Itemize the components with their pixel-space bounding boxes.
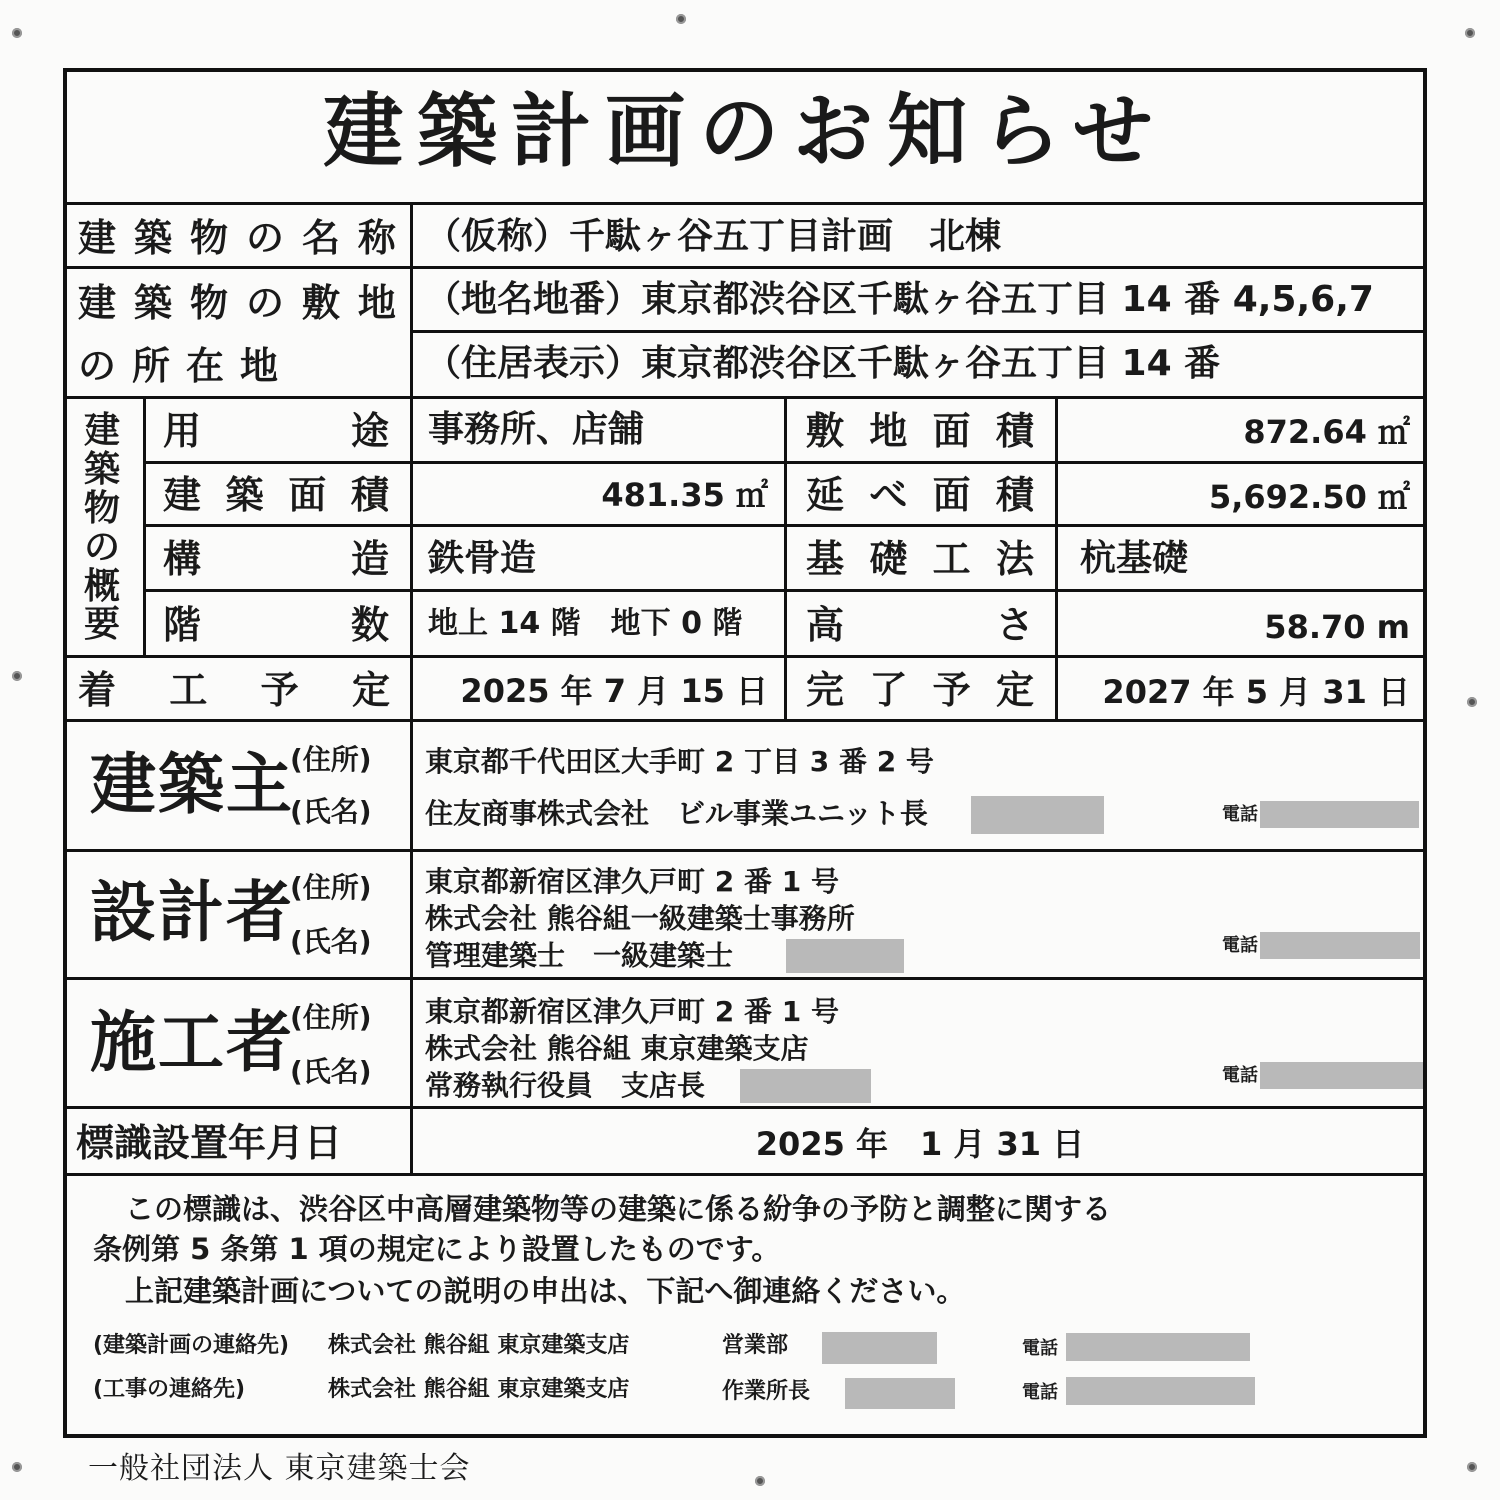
overview-group-label: 建築物の概要 xyxy=(83,410,120,646)
site-label-2: の所在地 xyxy=(78,344,295,388)
designer-title: 管理建築士 一級建築士 xyxy=(425,939,734,972)
builder-company: 株式会社 熊谷組 東京建築支店 xyxy=(425,1032,809,1065)
owner-tel-label: 電話 xyxy=(1222,804,1258,825)
builder-name-tag: (氏名) xyxy=(290,1055,372,1088)
start-label: 着 工 予 定 xyxy=(78,668,390,712)
designer-tel-label: 電話 xyxy=(1222,935,1258,956)
rule xyxy=(63,655,1427,658)
screw xyxy=(676,14,686,24)
rule xyxy=(143,396,146,655)
posted-label: 標識設置年月日 xyxy=(76,1121,343,1165)
notice-line-2: 条例第 5 条第 1 項の規定により設置したものです。 xyxy=(93,1232,781,1266)
owner-name: 住友商事株式会社 ビル事業ユニット長 xyxy=(425,797,928,830)
redacted-block xyxy=(1260,1062,1423,1089)
designer-address-tag: (住所) xyxy=(290,871,372,904)
overview-label-left: 用 途 xyxy=(163,409,389,453)
redacted-block xyxy=(1066,1333,1250,1361)
overview-value-right: 杭基礎 xyxy=(1080,538,1189,579)
owner-address-tag: (住所) xyxy=(290,743,372,776)
contact-type: (建築計画の連絡先) xyxy=(93,1333,290,1358)
designer-role: 設計者 xyxy=(90,874,294,951)
notice-line-3: 上記建築計画についての説明の申出は、下記へ御連絡ください。 xyxy=(125,1274,966,1308)
overview-value-right: 872.64 ㎡ xyxy=(1243,413,1410,451)
overview-label-left: 建 築 面 積 xyxy=(163,473,389,517)
owner-address: 東京都千代田区大手町 2 丁目 3 番 2 号 xyxy=(425,745,934,778)
page-title: 建築計画のお知らせ xyxy=(323,85,1167,178)
overview-value-right: 58.70 m xyxy=(1264,608,1410,646)
rule xyxy=(63,719,1427,722)
overview-label-left: 階 数 xyxy=(163,603,389,647)
overview-label-right: 基 礎 工 法 xyxy=(806,537,1034,581)
designer-company: 株式会社 熊谷組一級建築士事務所 xyxy=(425,902,855,935)
overview-label-left: 構 造 xyxy=(163,537,389,581)
builder-role: 施工者 xyxy=(90,1004,294,1081)
designer-address: 東京都新宿区津久戸町 2 番 1 号 xyxy=(425,865,839,898)
overview-value-left: 地上 14 階 地下 0 階 xyxy=(428,606,743,641)
overview-value-right: 5,692.50 ㎡ xyxy=(1208,478,1410,516)
posted-date: 2025 年 1 月 31 日 xyxy=(755,1125,1085,1163)
rule xyxy=(63,977,1427,980)
start-date: 2025 年 7 月 15 日 xyxy=(460,672,768,710)
contact-company: 株式会社 熊谷組 東京建築支店 xyxy=(328,1333,630,1358)
contact-tel-label: 電話 xyxy=(1022,1338,1058,1359)
rule xyxy=(63,849,1427,852)
association-name: 一般社団法人 東京建築士会 xyxy=(88,1451,471,1486)
overview-value-left: 481.35 ㎡ xyxy=(601,476,768,514)
rule xyxy=(63,1106,1427,1109)
screw xyxy=(755,1476,765,1486)
builder-address-tag: (住所) xyxy=(290,1001,372,1034)
end-date: 2027 年 5 月 31 日 xyxy=(1102,673,1410,711)
redacted-block xyxy=(1260,932,1420,959)
rule xyxy=(63,202,1427,205)
rule xyxy=(413,330,1427,333)
screw xyxy=(1467,697,1477,707)
contact-dept: 作業所長 xyxy=(722,1379,811,1404)
contact-tel-label: 電話 xyxy=(1022,1382,1058,1403)
contact-company: 株式会社 熊谷組 東京建築支店 xyxy=(328,1377,630,1402)
rule xyxy=(410,202,413,1173)
rule xyxy=(63,396,1427,399)
screw xyxy=(1465,28,1475,38)
screw xyxy=(12,1462,22,1472)
builder-title: 常務執行役員 支店長 xyxy=(425,1069,706,1102)
screw xyxy=(1467,1462,1477,1472)
rule xyxy=(784,396,787,719)
redacted-block xyxy=(822,1332,937,1364)
redacted-block xyxy=(740,1069,871,1103)
building-name: （仮称）千駄ヶ谷五丁目計画 北棟 xyxy=(425,216,1002,257)
redacted-block xyxy=(786,939,904,973)
site-jukyo: （住居表示）東京都渋谷区千駄ヶ谷五丁目 14 番 xyxy=(425,343,1221,384)
contact-type: (工事の連絡先) xyxy=(93,1377,246,1402)
redacted-block xyxy=(1066,1377,1255,1405)
site-label-1: 建 築 物 の 敷 地 xyxy=(78,281,396,325)
designer-name-tag: (氏名) xyxy=(290,925,372,958)
notice-line-1: この標識は、渋谷区中高層建築物等の建築に係る紛争の予防と調整に関する xyxy=(125,1192,1112,1226)
screw xyxy=(12,28,22,38)
rule xyxy=(63,266,1427,269)
builder-address: 東京都新宿区津久戸町 2 番 1 号 xyxy=(425,995,839,1028)
redacted-block xyxy=(845,1378,955,1409)
overview-value-left: 事務所、店舗 xyxy=(428,409,645,450)
owner-role: 建築主 xyxy=(90,746,294,823)
rule xyxy=(63,1173,1427,1176)
overview-label-right: 高 さ xyxy=(806,603,1034,647)
redacted-block xyxy=(971,796,1104,834)
overview-label-right: 延 べ 面 積 xyxy=(806,473,1034,517)
end-label: 完 了 予 定 xyxy=(806,668,1034,712)
owner-name-tag: (氏名) xyxy=(290,795,372,828)
builder-tel-label: 電話 xyxy=(1222,1065,1258,1086)
site-chiban: （地名地番）東京都渋谷区千駄ヶ谷五丁目 14 番 4,5,6,7 xyxy=(425,279,1374,320)
rule xyxy=(1055,396,1058,719)
overview-value-left: 鉄骨造 xyxy=(428,538,537,579)
overview-label-right: 敷 地 面 積 xyxy=(806,409,1034,453)
name-label: 建 築 物 の 名 称 xyxy=(78,216,396,260)
contact-dept: 営業部 xyxy=(722,1333,789,1358)
redacted-block xyxy=(1260,801,1419,828)
screw xyxy=(12,671,22,681)
